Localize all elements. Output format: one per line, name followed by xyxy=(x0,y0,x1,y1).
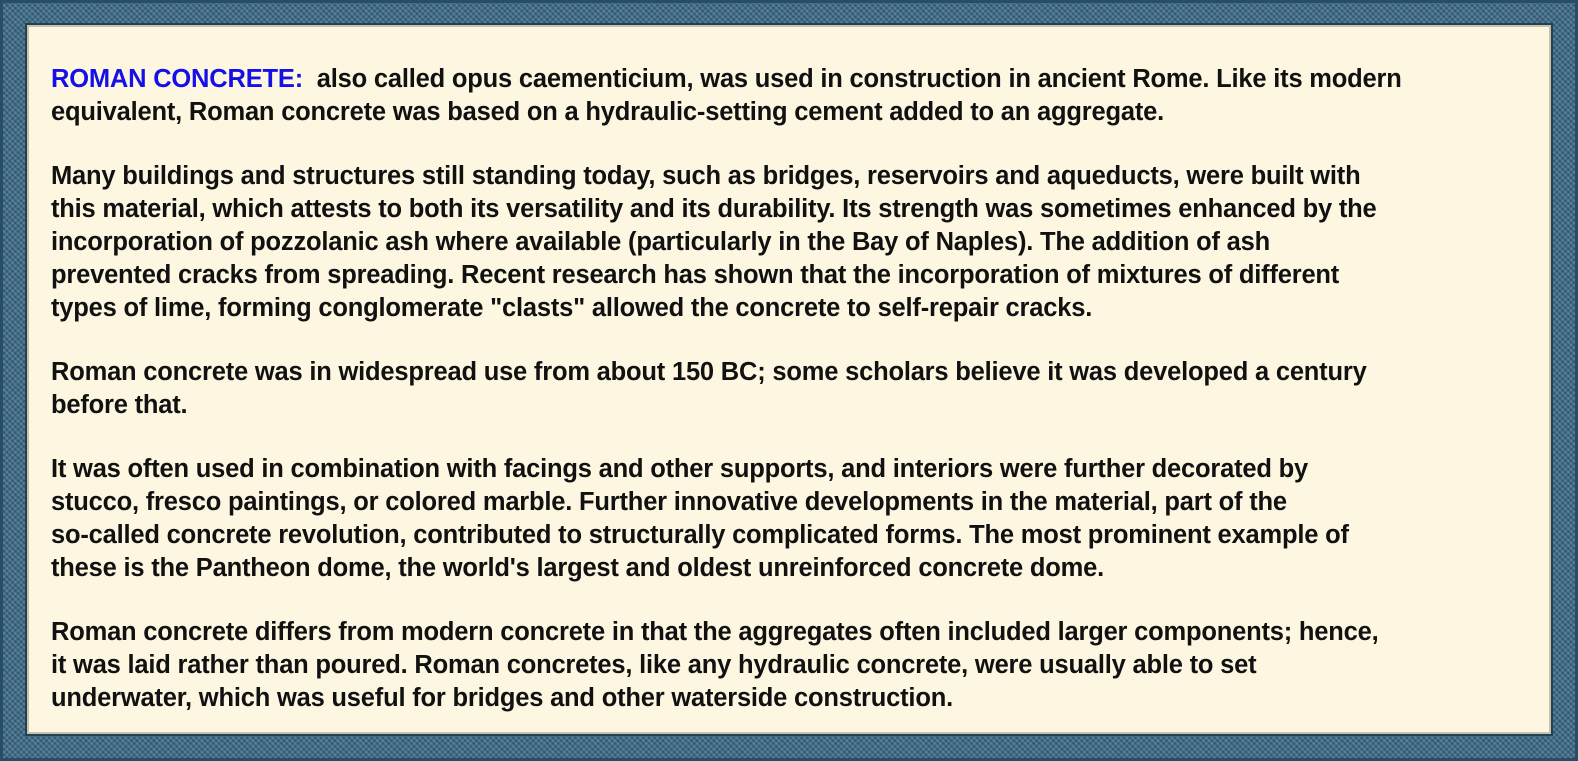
paragraph-intro xyxy=(51,63,1539,129)
paragraph-buildings: Many buildings and structures still standing today, such as bridges, reservoirs and aqueducts, were built with this material, which attests to both its versatility and its durability. Its strength was sometimes enhanced by the incorporation of pozzolanic ash where available (particularly in the Bay of Naples). The addition of ash prevented cracks from spreading. Recent research has shown that the incorporation of mixtures of different types of lime, forming conglomerate "clasts" allowed the concrete to self-repair cracks. xyxy=(51,162,1377,322)
paragraph-history: Roman concrete was in widespread use from about 150 BC; some scholars believe it was developed a century before that. xyxy=(51,358,1367,419)
text-panel xyxy=(27,25,1551,734)
paragraph-differences: Roman concrete differs from modern concrete in that the aggregates often included larger components; hence, it was laid rather than poured. Roman concretes, like any hydraulic concrete, were usually able to set underwater, which was useful for bridges and other waterside construction. xyxy=(51,618,1379,712)
paragraph-usage: It was often used in combination with facings and other supports, and interiors were further decorated by stucco, fresco paintings, or colored marble. Further innovative developments in the material, part of the so-called concrete revolution, contributed to structurally complicated forms. The most prominent example of these is the Pantheon dome, the world's largest and oldest unreinforced concrete dome. xyxy=(51,455,1349,582)
paragraph-intro-text: also called opus caementicium, was used in construction in ancient Rome. Like its modern equivalent, Roman concrete was based on a hydraulic-setting cement added to an aggregate. xyxy=(51,65,1402,126)
lead-label: ROMAN CONCRETE: xyxy=(51,65,303,93)
